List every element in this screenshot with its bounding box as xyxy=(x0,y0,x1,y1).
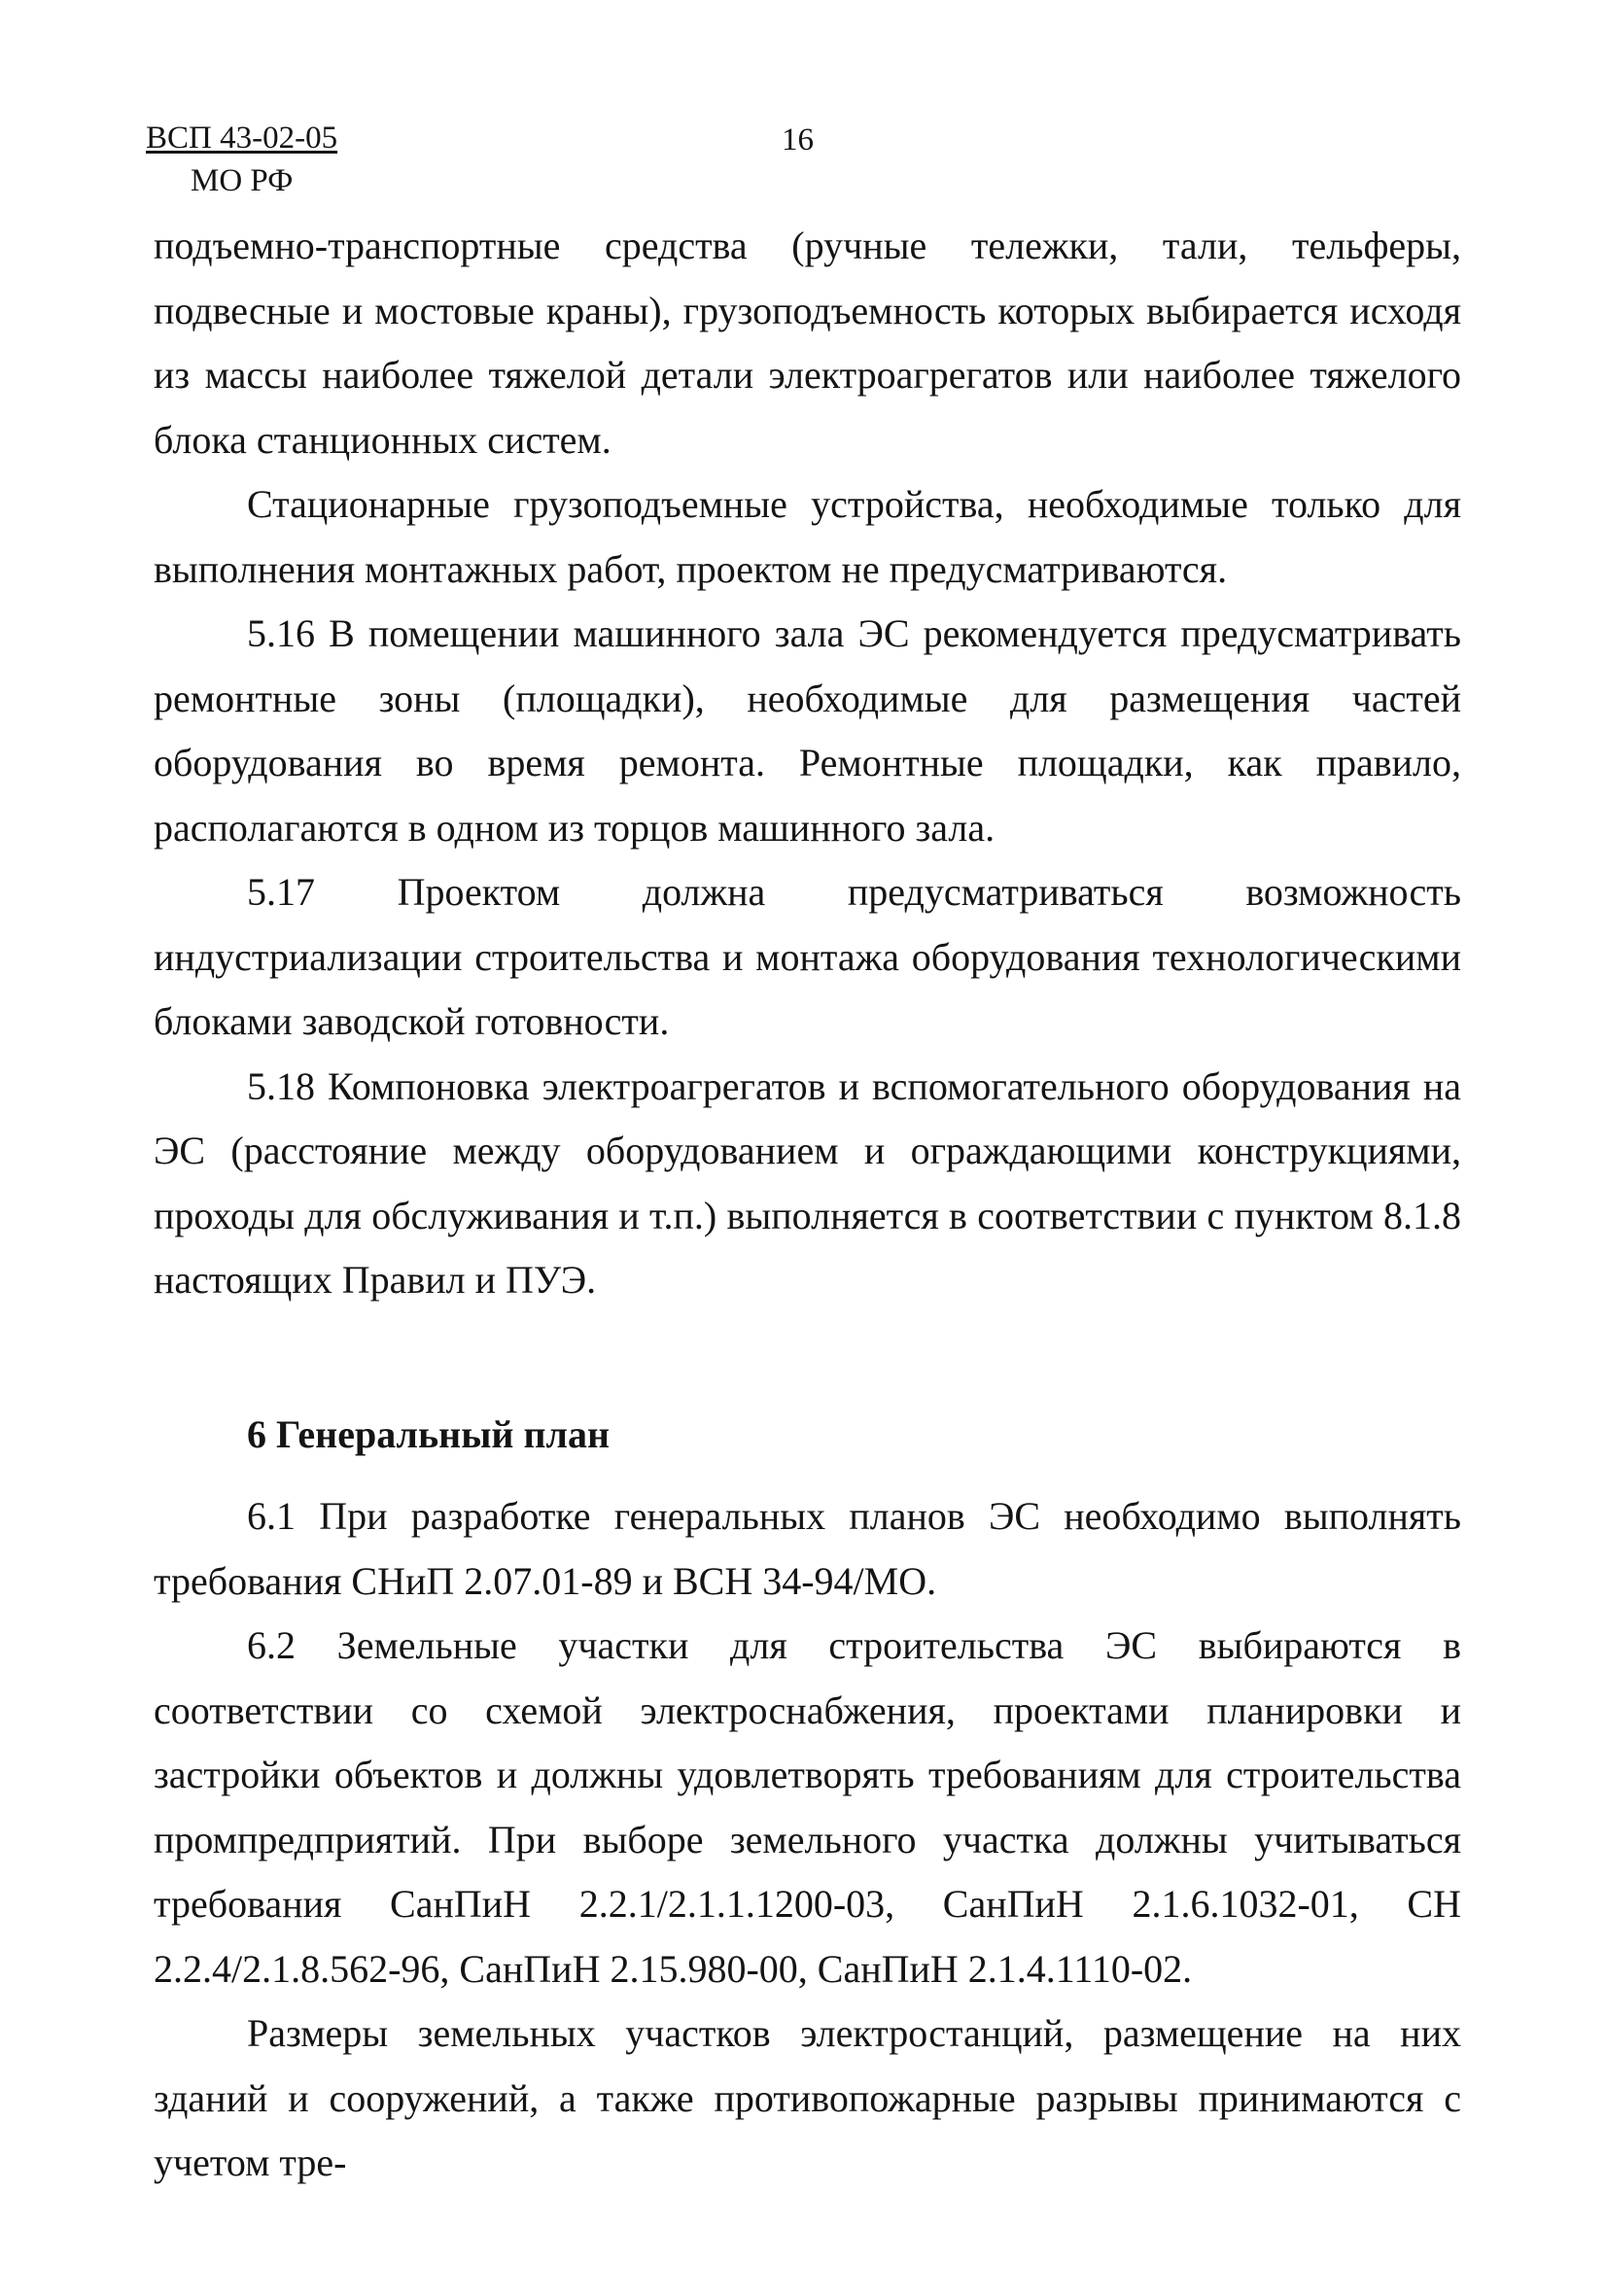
paragraph-6-1: 6.1 При разработке генеральных планов ЭС необходимо выполнять требования СНиП 2.07.01-89 и ВСН 34-94/МО. xyxy=(154,1494,1461,1603)
page-number: 16 xyxy=(782,122,814,157)
paragraph-5-18: 5.18 Компоновка электроагрегатов и вспомогательного оборудования на ЭС (расстояние между оборудованием и ограждающими конструкциями, проходы для обслуживания и т.п.) выполняется в соответствии с пунктом 8.1.8 настоящих Правил и ПУЭ. xyxy=(154,1063,1461,1302)
paragraph-5-16: 5.16 В помещении машинного зала ЭС рекомендуется предусматривать ремонтные зоны (площадки), необходимые для размещения частей оборудования во время ремонта. Ремонтные площадки, как правило, располагаются в одном из торцов машинного зала. xyxy=(154,611,1461,850)
paragraph-5-17: 5.17 Проектом должна предусматриваться возможность индустриализации строительства и монтажа оборудования технологическими блоками заводской готовности. xyxy=(154,870,1461,1043)
document-organization: МО РФ xyxy=(191,163,294,198)
paragraph-6-2: 6.2 Земельные участки для строительства ЭС выбираются в соответствии со схемой электроснабжения, проектами планировки и застройки объектов и должны удовлетворять требованиям для строительства промпредприятий. При выборе земельного участка должны учитываться требования СанПиН 2.2.1/2.1.1.1200-03, СанПиН 2.1.6.1032-01, СН 2.2.4/2.1.8.562-96, СанПиН 2.15.980-00, СанПиН 2.1.4.1110-02. xyxy=(154,1623,1461,1991)
section-heading-general-plan: 6 Генеральный план xyxy=(247,1411,611,1456)
document-code: ВСП 43-02-05 xyxy=(146,121,338,156)
paragraph-stationary-lifting: Стационарные грузоподъемные устройства, необходимые только для выполнения монтажных работ, проектом не предусматриваются. xyxy=(154,482,1461,591)
paragraph-lifting-equipment: подъемно-транспортные средства (ручные тележки, тали, тельферы, подвесные и мостовые краны), грузоподъемность которых выбирается исходя из массы наиболее тяжелой детали электроагрегатов или наиболее тяжелого блока станционных систем. xyxy=(154,224,1461,462)
document-body xyxy=(154,214,1461,2196)
paragraph-land-plot-sizes: Размеры земельных участков электростанций, размещение на них зданий и сооружений, а также противопожарные разрывы принимаются с учетом тре- xyxy=(154,2011,1461,2184)
